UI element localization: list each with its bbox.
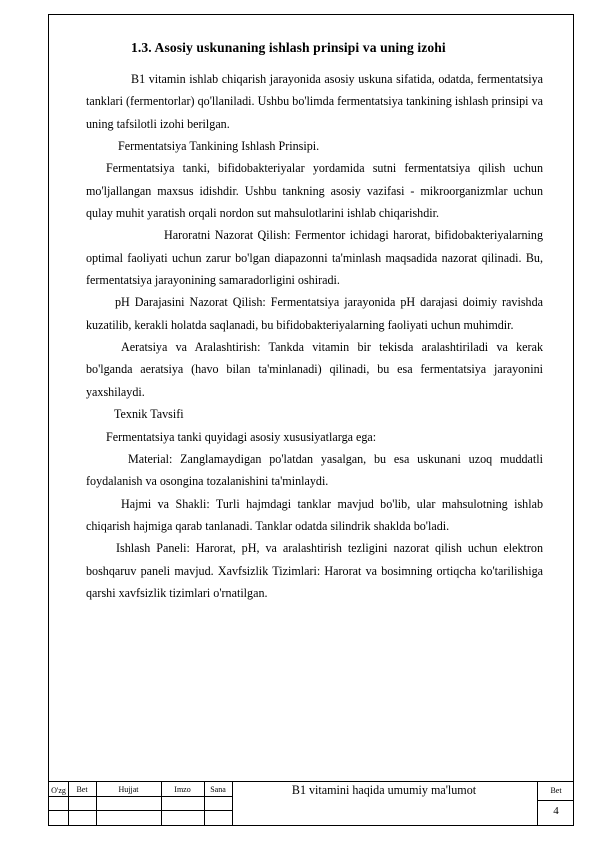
col-hujjat-label: Hujjat <box>118 785 139 794</box>
sheet-number: 4 <box>553 805 559 817</box>
paragraph: Ishlash Paneli: Harorat, pH, va aralashtirish tezligini nazorat qilish uchun elektron boshqaruv paneli mavjud. Xavfsizlik Tizimlari: Harorat va bosimning ortiqcha ko'tarilishiga qarshi xavfsizlik tizimlari o'rnatilgan. <box>86 541 543 600</box>
col-sana-label: Sana <box>210 785 226 794</box>
col-ozg-label: O'zg <box>51 786 66 795</box>
paragraph: Hajmi va Shakli: Turli hajmdagi tanklar mavjud bo'lib, ular mahsulotning ishlab chiqarish hajmiga qarab tanlanadi. Tanklar odatda silindrik shaklda bo'ladi. <box>86 496 543 533</box>
col-imzo-label: Imzo <box>174 785 191 794</box>
paragraph: Material: Zanglamaydigan po'latdan yasalgan, bu esa uskunani uzoq muddatli foydalanish va osongina tozalanishini ta'minlaydi. <box>86 451 543 489</box>
document-title: B1 vitamini haqida umumiy ma'lumot <box>291 783 477 797</box>
sheet-label: Bet <box>550 786 562 795</box>
paragraph: Fermentatsiya tanki quyidagi asosiy xususiyatlarga ega: <box>106 429 377 444</box>
paragraph: Fermentatsiya Tankining Ishlash Prinsipi. <box>118 139 320 154</box>
paragraph: Fermentatsiya tanki, bifidobakteriyalar yordamida sutni fermentatsiya qilish uchun mo'ljallangan maxsus idishdir. Ushbu tankning asosiy vazifasi - mikroorganizmlar uchun qulay muhit yaratish orqali nordon sut mahsulotlarini ishlab chiqarishdir. <box>86 161 543 221</box>
paragraph: Texnik Tavsifi <box>114 407 184 422</box>
col-bet-label: Bet <box>76 785 88 794</box>
body-text <box>86 68 543 604</box>
section-heading: 1.3. Asosiy uskunaning ishlash prinsipi va uning izohi <box>131 40 446 55</box>
paragraph: B1 vitamin ishlab chiqarish jarayonida asosiy uskuna sifatida, odatda, fermentatsiya tanklari (fermentorlar) qo'llaniladi. Ushbu bo'limda fermentatsiya tankining ishlash prinsipi va uning tafsilotli izohi berilgan. <box>86 72 543 131</box>
paragraph: pH Darajasini Nazorat Qilish: Fermentatsiya jarayonida pH darajasi doimiy ravishda kuzatilib, kerakli holatda saqlanadi, bu bifidobakteriyalarning faoliyati uchun muhimdir. <box>86 295 543 332</box>
paragraph: Aeratsiya va Aralashtirish: Tankda vitamin bir tekisda aralashtiriladi va kerak bo'lganda aeratsiya (havo bilan ta'minlanadi) qilinadi, bu esa fermentatsiya jarayonini yaxshilaydi. <box>86 340 543 399</box>
paragraph: Haroratni Nazorat Qilish: Fermentor ichidagi harorat, bifidobakteriyalarning optimal faoliyati uchun zarur bo'lgan diapazonni ta'minlash maqsadida nazorat qilinadi. Bu, fermentatsiya jarayonining samaradorligini oshiradi. <box>86 228 543 288</box>
